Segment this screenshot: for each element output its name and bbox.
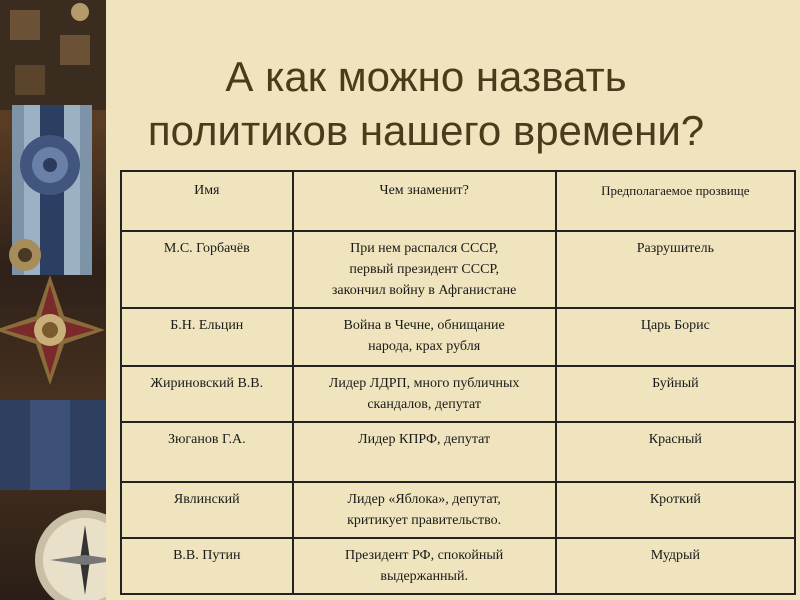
cell-fame: Лидер ЛДРП, много публичных скандалов, депутат <box>293 366 556 422</box>
cell-nickname: Кроткий <box>556 482 795 538</box>
cell-fame: Лидер «Яблока», депутат, критикует правительство. <box>293 482 556 538</box>
politicians-table <box>120 170 796 595</box>
cell-nickname: Буйный <box>556 366 795 422</box>
header-fame: Чем знаменит? <box>293 171 556 231</box>
cell-nickname: Царь Борис <box>556 308 795 366</box>
cell-fame: При нем распался СССР, первый президент СССР, закончил войну в Афганистане <box>293 231 556 308</box>
slide <box>106 0 800 600</box>
title-line-2: политиков нашего времени? <box>147 107 705 154</box>
cell-name: Б.Н. Ельцин <box>121 308 293 366</box>
cell-name: Зюганов Г.А. <box>121 422 293 482</box>
cell-name: В.В. Путин <box>121 538 293 594</box>
cell-fame: Война в Чечне, обнищание народа, крах рубля <box>293 308 556 366</box>
header-name: Имя <box>121 171 293 231</box>
header-nickname: Предполагаемое прозвище <box>556 171 795 231</box>
table-row <box>121 482 795 538</box>
table-row <box>121 538 795 594</box>
cell-name: М.С. Горбачёв <box>121 231 293 308</box>
cell-name: Явлинский <box>121 482 293 538</box>
cell-nickname: Мудрый <box>556 538 795 594</box>
cell-nickname: Разрушитель <box>556 231 795 308</box>
table-row <box>121 366 795 422</box>
table-row <box>121 422 795 482</box>
cell-fame: Лидер КПРФ, депутат <box>293 422 556 482</box>
table-row <box>121 231 795 308</box>
table-header-row <box>121 171 795 231</box>
cell-name: Жириновский В.В. <box>121 366 293 422</box>
decorative-medals-image <box>0 0 106 600</box>
cell-nickname: Красный <box>556 422 795 482</box>
title-line-1: А как можно назвать <box>225 53 627 100</box>
table-row <box>121 308 795 366</box>
slide-title <box>106 50 746 158</box>
cell-fame: Президент РФ, спокойный выдержанный. <box>293 538 556 594</box>
